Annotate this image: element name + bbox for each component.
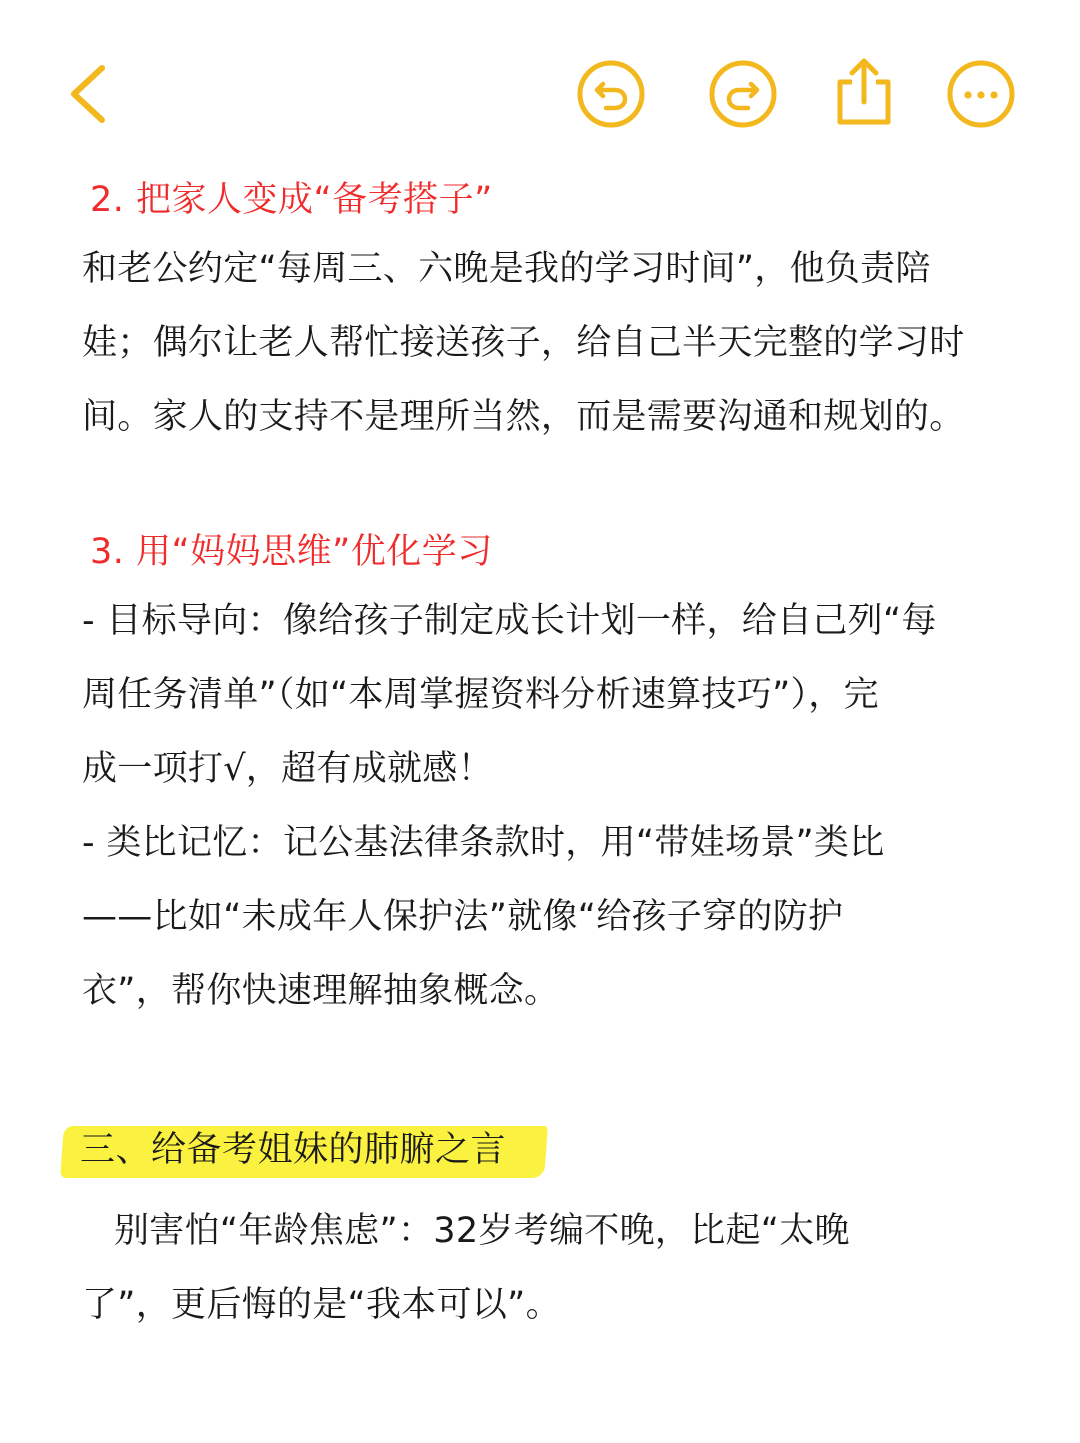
paragraph-line: - 目标导向：像给孩子制定成长计划一样，给自己列“每 bbox=[82, 601, 937, 641]
more-button[interactable] bbox=[945, 58, 1017, 130]
paragraph-line: 和老公约定“每周三、六晚是我的学习时间”，他负责陪 bbox=[82, 249, 931, 289]
part-body-advice bbox=[82, 1194, 1012, 1342]
part-title: 三、给备考姐妹的肺腑之言 bbox=[80, 1130, 507, 1170]
section-body-family bbox=[82, 232, 1012, 454]
note-content[interactable] bbox=[82, 168, 1012, 1342]
more-icon bbox=[945, 58, 1017, 130]
paragraph-line: 别害怕“年龄焦虑”：32岁考编不晚，比起“太晚 bbox=[114, 1211, 850, 1251]
section-heading-family: 2. 把家人变成“备考搭子” bbox=[90, 180, 493, 220]
paragraph-line: 了”，更后悔的是“我本可以”。 bbox=[82, 1285, 561, 1325]
undo-button[interactable] bbox=[575, 58, 647, 130]
paragraph-line: 周任务清单”（如“本周掌握资料分析速算技巧”），完 bbox=[82, 675, 879, 715]
paragraph-line: 成一项打√，超有成就感！ bbox=[82, 749, 493, 789]
spacer bbox=[82, 1028, 1012, 1120]
back-button[interactable] bbox=[58, 58, 122, 130]
spacer bbox=[82, 454, 1012, 520]
undo-icon bbox=[575, 58, 647, 130]
share-button[interactable] bbox=[828, 52, 900, 132]
paragraph-line: ——比如“未成年人保护法”就像“给孩子穿的防护 bbox=[82, 897, 844, 937]
redo-icon bbox=[707, 58, 779, 130]
paragraph-line: - 类比记忆：记公基法律条款时，用“带娃场景”类比 bbox=[82, 823, 885, 863]
share-icon bbox=[828, 52, 900, 132]
paragraph-line: 衣”，帮你快速理解抽象概念。 bbox=[82, 971, 560, 1011]
back-arrow-icon bbox=[58, 58, 122, 130]
paragraph-line: 娃；偶尔让老人帮忙接送孩子，给自己半天完整的学习时 bbox=[82, 323, 965, 363]
section-heading-mom-thinking: 3. 用“妈妈思维”优化学习 bbox=[90, 532, 493, 572]
redo-button[interactable] bbox=[707, 58, 779, 130]
top-toolbar bbox=[0, 0, 1080, 150]
paragraph-line: 间。家人的支持不是理所当然，而是需要沟通和规划的。 bbox=[82, 397, 965, 437]
section-body-mom-thinking bbox=[82, 584, 1012, 1028]
highlighted-part-title bbox=[80, 1120, 546, 1180]
